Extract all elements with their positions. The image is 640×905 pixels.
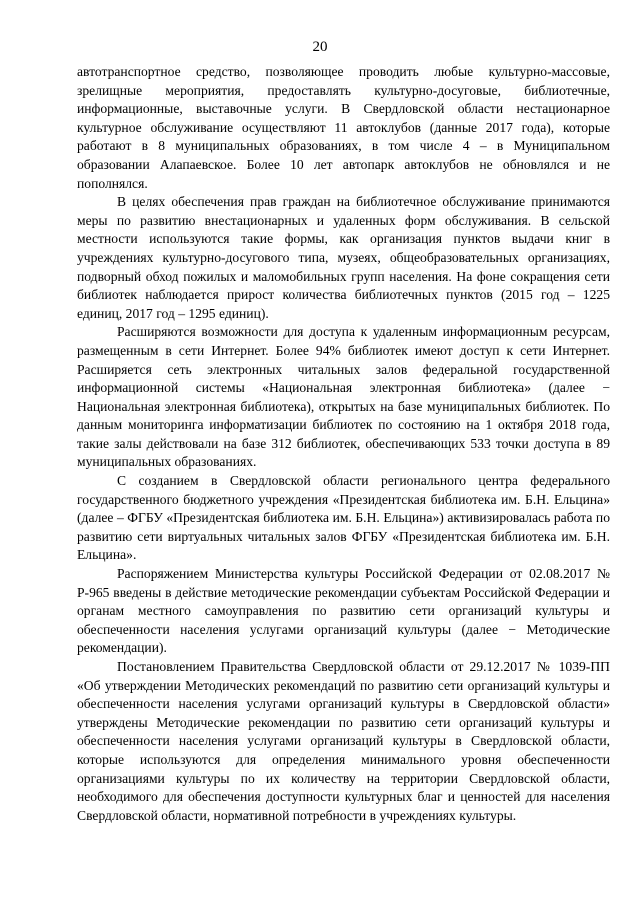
paragraph-2: В целях обеспечения прав граждан на библиотечное обслуживание принимаются меры по развитию внестационарных и удаленных форм обслуживания. В сельской местности используются такие формы, как организация пунктов выдачи книг в учреждениях культурно-досугового типа, музеях, общеобразовательных организациях, подворный обход пожилых и маломобильных групп населения. На фоне сокращения сети библиотек наблюдается прирост количества библиотечных пунктов (2015 год – 1225 единиц, 2017 год – 1295 единиц). — [77, 194, 610, 321]
document-body — [77, 63, 610, 825]
page-number: 20 — [312, 39, 328, 55]
paragraph-1: автотранспортное средство, позволяющее проводить любые культурно-массовые, зрелищные мероприятия, предоставлять культурно-досуговые, библиотечные, информационные, выставочные услуги. В Свердловской области нестационарное культурное обслуживание осуществляют 11 автоклубов (данные 2017 года), которые работают в 8 муниципальных образованиях, в том числе 4 – в Муниципальном образовании Алапаевское. Более 10 лет автопарк автоклубов не обновлялся и не пополнялся. — [77, 64, 610, 191]
paragraph-6: Постановлением Правительства Свердловской области от 29.12.2017 № 1039-ПП «Об утверждении Методических рекомендаций по развитию сети организаций культуры и обеспеченности населения услугами организаций культуры в Свердловской области» утверждены Методические рекомендации по развитию сети организаций культуры и обеспеченности населения услугами организаций культуры в Свердловской области, которые используются для определения минимального уровня обеспеченности организациями культуры по их количеству на территории Свердловской области, необходимого для обеспечения доступности культурных благ и ценностей для населения Свердловской области, нормативной потребности в учреждениях культуры. — [77, 659, 610, 823]
paragraph-3: Расширяются возможности для доступа к удаленным информационным ресурсам, размещенным в сети Интернет. Более 94% библиотек имеют доступ к сети Интернет. Расширяется сеть электронных читальных залов федеральной государственной информационной системы «Национальная электронная библиотека» (далее − Национальная электронная библиотека), открытых на базе муниципальных библиотек. По данным мониторинга информатизации библиотек по состоянию на 1 октября 2018 года, такие залы действовали на базе 312 библиотек, обеспечивающих 533 точки доступа в 89 муниципальных образованиях. — [77, 324, 610, 470]
paragraph-5: Распоряжением Министерства культуры Российской Федерации от 02.08.2017 № Р-965 введены в действие методические рекомендации субъектам Российской Федерации и органам местного самоуправления по развитию сети организаций культуры и обеспеченности населения услугами организаций культуры (далее − Методические рекомендации). — [77, 566, 610, 656]
paragraph-4: С созданием в Свердловской области регионального центра федерального государственного бюджетного учреждения «Президентская библиотека им. Б.Н. Ельцина» (далее – ФГБУ «Президентская библиотека им. Б.Н. Ельцина») активизировалась работа по развитию сети виртуальных читальных залов ФГБУ «Президентская библиотека им. Б.Н. Ельцина». — [77, 473, 610, 563]
